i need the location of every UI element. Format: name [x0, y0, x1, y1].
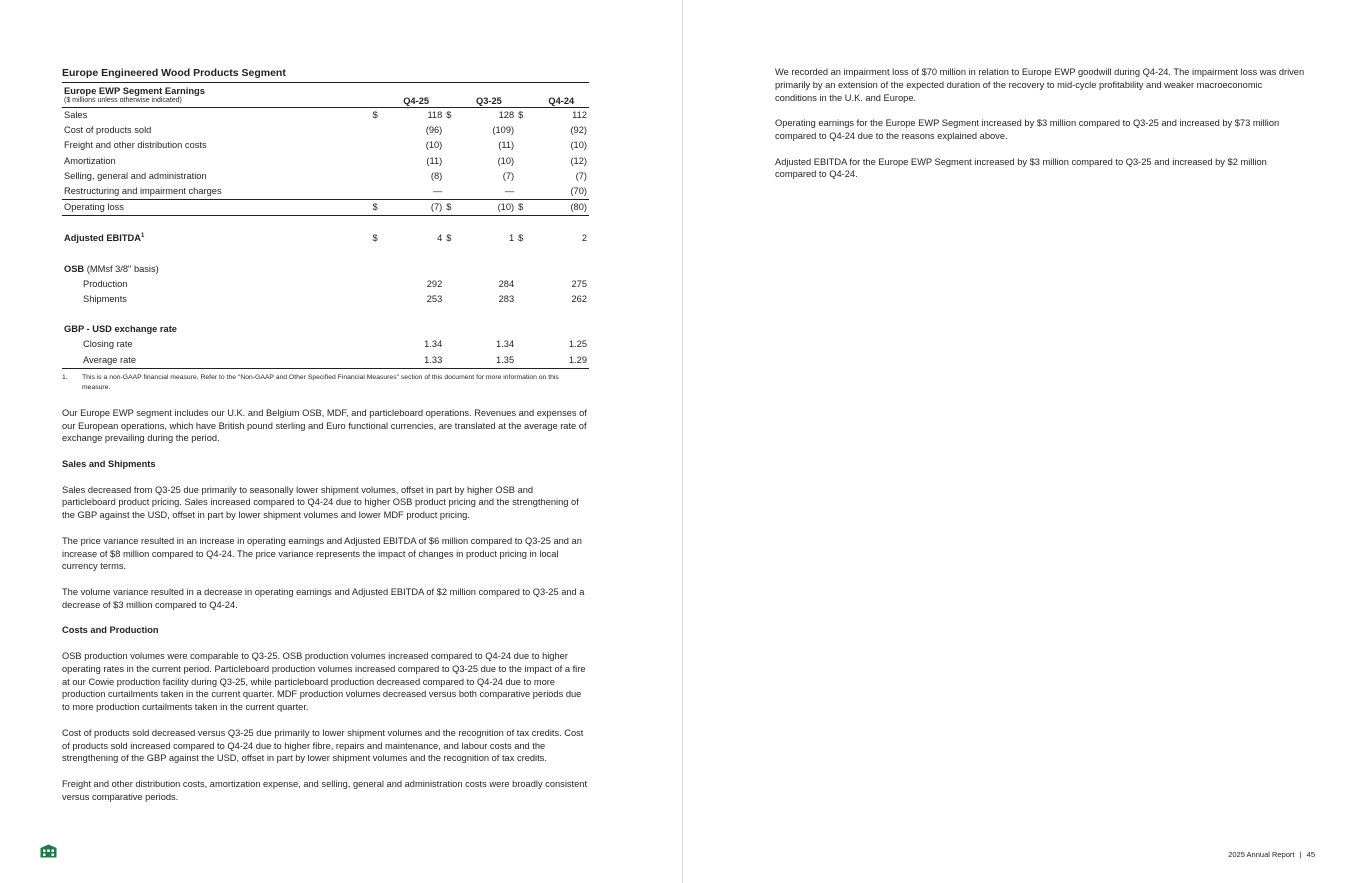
- row-label: Adjusted EBITDA: [64, 233, 141, 244]
- table-title: Europe EWP Segment Earnings: [64, 85, 206, 96]
- table-row-osb-heading: [62, 262, 589, 277]
- row-label: Closing rate: [83, 339, 133, 350]
- spacer-row: [62, 216, 589, 232]
- row-label: Sales: [64, 110, 88, 120]
- cell-value: 262: [571, 294, 587, 305]
- cell-value: 1: [508, 233, 515, 244]
- currency-symbol: $: [446, 233, 452, 244]
- footnote-text: This is a non-GAAP financial measure. Refer to the "Non-GAAP and Other Specified Financial Measures" section of this document for more information on this measure.: [82, 373, 559, 391]
- left-column: [62, 66, 589, 816]
- section-label: OSB: [64, 263, 85, 274]
- segment-title: Europe Engineered Wood Products Segment: [62, 67, 286, 79]
- cell-value: (11): [426, 155, 443, 166]
- footnote-number: 1.: [62, 373, 68, 381]
- costs-paragraph-1: OSB production volumes were comparable to Q3-25. OSB production volumes increased compared to Q4-24 due to higher operating rates in the current period. Particleboard production volumes increased compared to Q3-25 due to the impact of a fire at our Cowie production facility during Q3-25, while particleboard production decreased compared to Q4-24 due to more production curtailments taken in the current quarter. MDF production volumes decreased versus both comparative periods due to more production curtailments taken in the current quarter.: [62, 650, 586, 713]
- cell-value: (10): [570, 140, 587, 151]
- cell-value: (8): [430, 170, 443, 181]
- row-label: Selling, general and administration: [64, 170, 207, 181]
- costs-paragraph-2: Cost of products sold decreased versus Q3-25 due primarily to lower shipment volumes and the recognition of tax credits. Cost of products sold increased compared to Q4-24 due to higher fibre, repairs and maintenance, and labour costs and the strengthening of the GBP against the USD, offset in part by lower shipment volumes and the recognition of tax credits.: [62, 727, 584, 764]
- cell-value: 253: [426, 294, 443, 305]
- sales-paragraph-2: The price variance resulted in an increase in operating earnings and Adjusted EBITDA of $6 million compared to Q3-25 and an increase of $8 million compared to Q4-24. The price variance represents the impact of changes in product pricing in local currency terms.: [62, 535, 582, 572]
- currency-symbol: $: [518, 233, 524, 244]
- costs-heading: Costs and Production: [62, 625, 159, 636]
- intro-paragraph: Our Europe EWP segment includes our U.K. and Belgium OSB, MDF, and particleboard operations. Revenues and expenses of our European operations, which have British pound sterling and Euro functional currencies, are translated at the average rate of exchange prevailing during the period.: [62, 407, 587, 444]
- row-label: Amortization: [64, 155, 116, 166]
- row-label: Cost of products sold: [64, 125, 152, 136]
- table-row-restructuring: [62, 184, 589, 200]
- cell-value: —: [432, 186, 443, 197]
- cell-value: (7): [502, 170, 515, 181]
- currency-symbol: $: [372, 233, 378, 244]
- cell-value: 283: [498, 294, 515, 305]
- cell-value: 118: [427, 110, 443, 120]
- page-divider: [682, 0, 683, 883]
- row-label: Restructuring and impairment charges: [64, 186, 222, 197]
- table-row-fx-heading: [62, 322, 589, 337]
- cell-value: (109): [492, 125, 515, 136]
- adjusted-ebitda-paragraph: Adjusted EBITDA for the Europe EWP Segment increased by $3 million compared to Q3-25 and increased by $2 million compared to Q4-24.: [775, 156, 1267, 180]
- impairment-paragraph: We recorded an impairment loss of $70 million in relation to Europe EWP goodwill during Q4-24. The impairment loss was driven primarily by an extension of the expected duration of the recovery to mid-cycle profitability and weaker macroeconomic conditions in the U.K. and Europe.: [775, 67, 1305, 103]
- page-number: 45: [1306, 850, 1315, 859]
- operating-earnings-paragraph: Operating earnings for the Europe EWP Segment increased by $3 million compared to Q3-25 and increased by $73 million compared to Q4-24 due to the reasons explained above.: [775, 118, 1280, 141]
- table-row-operating-loss: [62, 200, 589, 216]
- section-label: GBP - USD exchange rate: [64, 324, 177, 335]
- table-row-average-rate: [62, 353, 589, 369]
- table-row-amortization: [62, 154, 589, 169]
- cell-value: (10): [425, 140, 443, 151]
- cell-value: 275: [571, 278, 587, 289]
- cell-value: (12): [570, 155, 587, 166]
- cell-value: (92): [570, 125, 587, 136]
- row-label: Operating loss: [62, 200, 371, 216]
- cell-value: 1.29: [534, 353, 589, 369]
- table-row-sga: [62, 169, 589, 184]
- cell-value: (96): [425, 125, 443, 136]
- cell-value: 112: [572, 110, 587, 120]
- currency-symbol: $: [372, 110, 378, 120]
- currency-symbol: $: [371, 200, 388, 216]
- cell-value: 1.33: [388, 353, 444, 369]
- row-label: Shipments: [83, 294, 127, 305]
- column-header-q4-25: Q4-25: [388, 83, 444, 108]
- cell-value: (10): [462, 200, 516, 216]
- table-row-sales: [62, 108, 589, 124]
- currency-symbol: $: [446, 110, 452, 120]
- table-row-adjusted-ebitda: [62, 231, 589, 246]
- sales-paragraph-3: The volume variance resulted in a decrease in operating earnings and Adjusted EBITDA of $2 million compared to Q3-25 and a decrease of $3 million compared to Q4-24.: [62, 587, 585, 610]
- column-header-q3-25: Q3-25: [462, 83, 516, 108]
- section-label-unit: (MMsf 3/8" basis): [84, 263, 159, 274]
- table-header-row: [62, 83, 589, 108]
- sales-paragraph-1: Sales decreased from Q3-25 due primarily to seasonally lower shipment volumes, offset in part by higher OSB and particleboard product pricing. Sales increased compared to Q4-24 due to higher OSB product pricing and the strengthening of the GBP against the USD, offset in part by lower shipment volumes and lower MDF product pricing.: [62, 484, 579, 521]
- spacer-row: [62, 247, 589, 262]
- cell-value: 1.34: [496, 339, 515, 350]
- company-logo-icon: [40, 844, 57, 858]
- earnings-table: [62, 82, 589, 369]
- cell-value: 284: [498, 278, 515, 289]
- cell-value: (70): [570, 186, 587, 197]
- footnote-marker: 1: [140, 233, 145, 240]
- sales-heading: Sales and Shipments: [62, 459, 156, 470]
- table-row-freight: [62, 138, 589, 153]
- cell-value: 128: [498, 110, 515, 120]
- footer-separator: |: [1299, 850, 1302, 859]
- cell-value: (80): [534, 200, 589, 216]
- table-row-cost-of-products: [62, 123, 589, 138]
- cell-value: (7): [388, 200, 444, 216]
- table-footnote: [62, 373, 589, 393]
- cell-value: 1.25: [568, 339, 587, 350]
- right-column: [775, 66, 1305, 194]
- cell-value: 1.34: [424, 339, 443, 350]
- currency-symbol: $: [518, 110, 524, 120]
- cell-value: 292: [426, 278, 443, 289]
- table-row-production: [62, 277, 589, 292]
- cell-value: 1.35: [462, 353, 516, 369]
- row-label: Production: [83, 278, 128, 289]
- spacer-row: [62, 307, 589, 322]
- column-header-q4-24: Q4-24: [534, 83, 589, 108]
- table-row-closing-rate: [62, 337, 589, 352]
- currency-symbol: $: [516, 200, 533, 216]
- cell-value: (11): [498, 140, 515, 151]
- row-label: Average rate: [62, 353, 371, 369]
- cell-value: (10): [497, 155, 515, 166]
- table-subtitle: ($ millions unless otherwise indicated): [64, 97, 182, 104]
- currency-symbol: $: [444, 200, 461, 216]
- cell-value: —: [504, 186, 515, 197]
- cell-value: (7): [575, 170, 587, 181]
- costs-paragraph-3: Freight and other distribution costs, amortization expense, and selling, general and administration costs were broadly consistent versus comparative periods.: [62, 778, 588, 802]
- cell-value: 2: [581, 233, 587, 244]
- table-row-shipments: [62, 292, 589, 307]
- row-label: Freight and other distribution costs: [64, 140, 207, 151]
- report-name: 2025 Annual Report: [1228, 850, 1295, 859]
- page-footer: [1228, 850, 1315, 859]
- cell-value: 4: [437, 233, 443, 244]
